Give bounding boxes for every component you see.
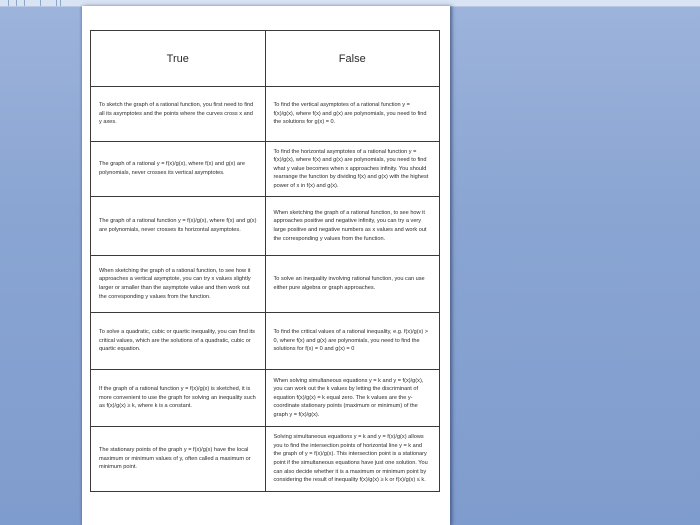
true-statement-cell: The graph of a rational function y = f(x)/g(x), where f(x) and g(x) are polynomials, never crosses its horizontal asymptotes. bbox=[91, 197, 266, 256]
true-statement-cell: If the graph of a rational function y = f(x)/g(x) is sketched, it is more convenient to use the graph for solving an inequality such as f(x)/g(x) ≥ k, where k is a constant. bbox=[91, 370, 266, 427]
false-statement-cell: To solve an inequality involving rational function, you can use either pure algebra or graph approaches. bbox=[265, 256, 440, 313]
true-statement-cell: The graph of a rational y = f(x)/g(x), where f(x) and g(x) are polynomials, never crosses its vertical asymptotes. bbox=[91, 142, 266, 197]
table-row bbox=[91, 142, 440, 197]
false-statement-cell: When solving simultaneous equations y = k and y = f(x)/g(x), you can work out the k values by letting the discriminant of equation f(x)/g(x) = k equal zero. The k values are the y-coordinate stationary points (maximum or minimum) of the graph y = f(x)/g(x). bbox=[265, 370, 440, 427]
true-statement-cell: The stationary points of the graph y = f(x)/g(x) have the local maximum or minimum values of y, often called a maximum or minimum point. bbox=[91, 427, 266, 492]
true-statement-cell: To solve a quadratic, cubic or quartic inequality, you can find its critical values, which are the solutions of a quadratic, cubic or quartic equation. bbox=[91, 313, 266, 370]
table-row bbox=[91, 370, 440, 427]
false-statement-cell: To find the vertical asymptotes of a rational function y = f(x)/g(x), where f(x) and g(x) are polynomials, you need to find the solutions for g(x) = 0. bbox=[265, 87, 440, 142]
false-statement-cell: To find the critical values of a rational inequality, e.g. f(x)/g(x) > 0, where f(x) and g(x) are polynomials, you need to find the solutions for f(x) = 0 and g(x) = 0 bbox=[265, 313, 440, 370]
true-statement-cell: When sketching the graph of a rational function, to see how it approaches a vertical asymptote, you can try x values slightly larger or smaller than the asymptote value and then work out the corresponding y values from the function. bbox=[91, 256, 266, 313]
false-statement-cell: Solving simultaneous equations y = k and y = f(x)/g(x) allows you to find the intersection points of horizontal line y = k and the graph of y = f(x)/g(x). This intersection point is a stationary point if the simultaneous equations have just one solution. You can also decide whether it is a maximum or minimum point by considering the result of inequality f(x)/g(x) ≥ k or f(x)/g(x) ≤ k. bbox=[265, 427, 440, 492]
true-statement-cell: To sketch the graph of a rational function, you first need to find all its asymptotes and the points where the curves cross x and y axes. bbox=[91, 87, 266, 142]
table-header-row bbox=[91, 31, 440, 87]
document-page[interactable] bbox=[82, 6, 450, 525]
table-row bbox=[91, 313, 440, 370]
false-statement-cell: When sketching the graph of a rational function, to see how it approaches positive and negative infinity, you can try a very large positive and negative numbers as x values and work out the corresponding y values from the function. bbox=[265, 197, 440, 256]
true-column-header: True bbox=[91, 31, 266, 87]
table-row bbox=[91, 427, 440, 492]
table-row bbox=[91, 197, 440, 256]
false-column-header: False bbox=[265, 31, 440, 87]
table-row bbox=[91, 87, 440, 142]
true-false-table bbox=[90, 30, 440, 492]
page-shadow bbox=[450, 6, 454, 525]
false-statement-cell: To find the horizontal asymptotes of a rational function y = f(x)/g(x), where f(x) and g(x) are polynomials, you need to find what y value becomes when x approaches infinity. You should rearrange the function by dividing f(x) and g(x) with the highest power of x in f(x) and g(x). bbox=[265, 142, 440, 197]
table-row bbox=[91, 256, 440, 313]
